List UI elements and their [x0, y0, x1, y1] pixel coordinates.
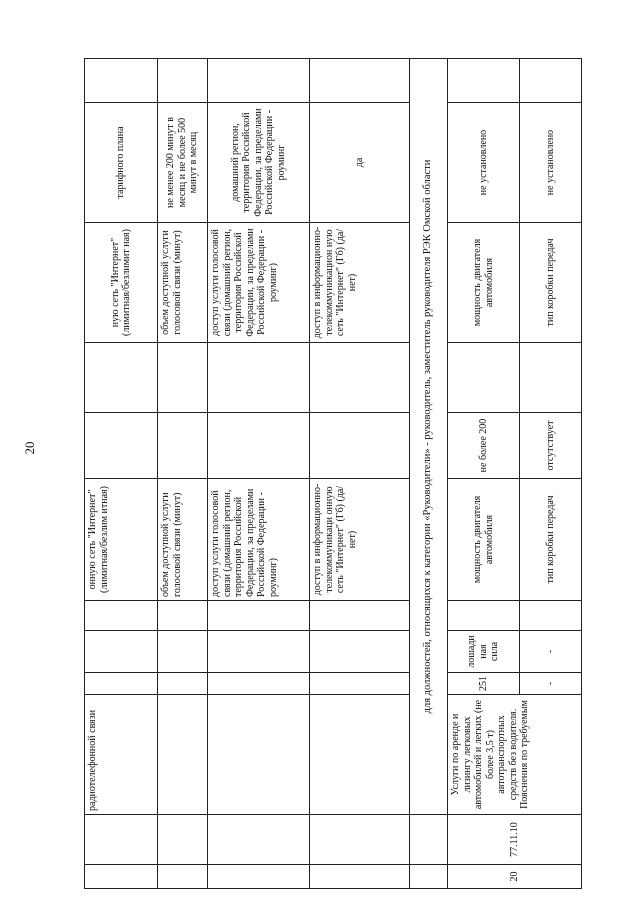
cell-col-d: 251 — [448, 673, 520, 695]
cell-col-k: не установлено — [520, 103, 582, 223]
cell-col-f — [520, 601, 582, 631]
cell-col-k: не менее 200 минут в месяц и не более 500 минут в месяц — [158, 103, 208, 223]
cell-col-i — [448, 343, 520, 413]
cell-col-g: онную сеть "Интернет" (лимитная/безлим итная) — [85, 479, 158, 601]
cell-code — [85, 815, 158, 865]
category-label: для должностей, относящихся к категории «Руководители» - руководитель, заместитель руководителя РЭК Омской области — [410, 59, 448, 815]
cell-col-e — [85, 631, 158, 673]
procurement-table — [84, 58, 582, 889]
cell-num — [410, 865, 448, 889]
cell-col-f — [158, 601, 208, 631]
cell-code — [410, 815, 448, 865]
page-number: 20 — [22, 441, 37, 455]
cell-code — [310, 815, 410, 865]
cell-col-e — [310, 631, 410, 673]
cell-col-k: да — [310, 103, 410, 223]
cell-col-i — [310, 343, 410, 413]
cell-col-j: доступ услуги голосовой связи (домашний регион, территория Российской Федерации, за пределами Российской Федерации - роуминг) — [208, 223, 310, 343]
cell-col-h — [85, 413, 158, 479]
cell-col-k: не установлено — [448, 103, 520, 223]
procurement-table-sheet — [84, 59, 581, 889]
cell-name — [158, 695, 208, 815]
table-row — [158, 59, 208, 889]
cell-col-i — [208, 343, 310, 413]
cell-col-g: доступ услуги голосовой связи (домашний регион, территория Российской Федерации, за пределами Российской Федерации - роуминг) — [208, 479, 310, 601]
cell-col-h — [158, 413, 208, 479]
cell-col-e: - — [520, 631, 582, 673]
cell-col-l — [520, 59, 582, 103]
cell-col-j: объем доступной услуги голосовой связи (минут) — [158, 223, 208, 343]
cell-col-j: тип коробки передач — [520, 223, 582, 343]
cell-name — [208, 695, 310, 815]
category-row — [410, 59, 448, 889]
cell-num — [85, 865, 158, 889]
cell-col-j: ную сеть "Интернет" (лимитная/безлимит ная) — [85, 223, 158, 343]
cell-col-i — [158, 343, 208, 413]
cell-col-l — [448, 59, 520, 103]
cell-col-l — [310, 59, 410, 103]
cell-col-l — [158, 59, 208, 103]
cell-col-j: мощность двигателя автомобиля — [448, 223, 520, 343]
cell-col-e: лошади ная сила — [448, 631, 520, 673]
cell-col-d — [85, 673, 158, 695]
cell-col-h — [208, 413, 310, 479]
cell-col-g: тип коробки передач — [520, 479, 582, 601]
table-row — [208, 59, 310, 889]
cell-col-g: мощность двигателя автомобиля — [448, 479, 520, 601]
okpd-code: 77.11.10 — [448, 815, 582, 865]
cell-name: радиотелефонной связи — [85, 695, 158, 815]
cell-code — [208, 815, 310, 865]
cell-col-e — [158, 631, 208, 673]
cell-code — [158, 815, 208, 865]
cell-col-l — [208, 59, 310, 103]
cell-col-f — [208, 601, 310, 631]
cell-col-d — [310, 673, 410, 695]
cell-num — [208, 865, 310, 889]
cell-num — [310, 865, 410, 889]
cell-col-f — [448, 601, 520, 631]
row-number: 20 — [448, 865, 582, 889]
cell-col-h — [310, 413, 410, 479]
cell-col-i — [520, 343, 582, 413]
cell-col-h: отсутствует — [520, 413, 582, 479]
item-name: Услуги по аренде и лизингу легковых автомобилей и легких (не более 3,5 т) автотранспортных средств без водителя. Пояснения по требуемым — [448, 695, 582, 815]
cell-col-j: доступ в информационно-телекоммуникацион ную сеть "Интернет" (Гб) (да/нет) — [310, 223, 410, 343]
table-row — [448, 59, 520, 889]
cell-col-g: объем доступной услуги голосовой связи (минут) — [158, 479, 208, 601]
cell-col-d — [158, 673, 208, 695]
cell-col-k: тарифного плана — [85, 103, 158, 223]
cell-col-f — [85, 601, 158, 631]
cell-col-h: не более 200 — [448, 413, 520, 479]
table-row — [310, 59, 410, 889]
cell-name — [310, 695, 410, 815]
cell-num — [158, 865, 208, 889]
cell-col-f — [310, 601, 410, 631]
cell-col-e — [208, 631, 310, 673]
cell-col-d: - — [520, 673, 582, 695]
table-row — [85, 59, 158, 889]
cell-col-d — [208, 673, 310, 695]
cell-col-i — [85, 343, 158, 413]
cell-col-l — [85, 59, 158, 103]
cell-col-g: доступ в информационно-телекоммуникаци онную сеть "Интернет" (Гб) (да/нет) — [310, 479, 410, 601]
cell-col-k: домашний регион, территория Российской Федерации, за пределами Российской Федерации - роуминг — [208, 103, 310, 223]
